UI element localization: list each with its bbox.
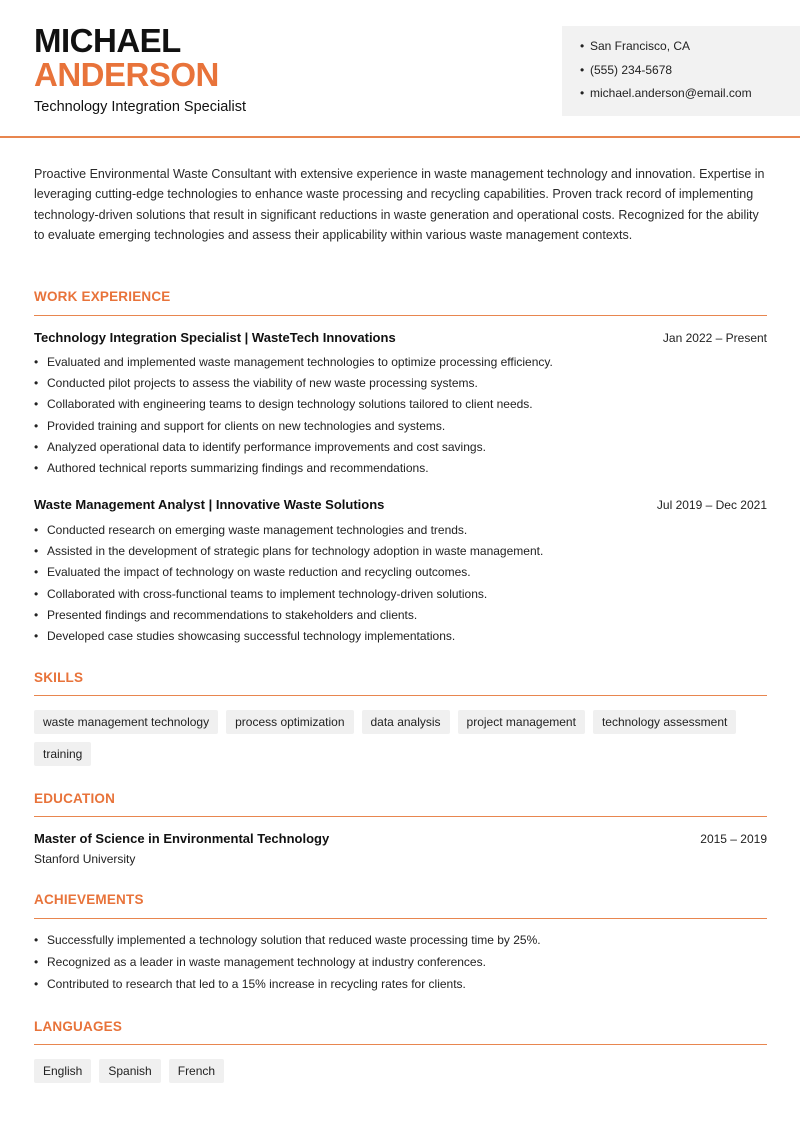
list-item-text: Developed case studies showcasing successful technology implementations. (47, 628, 456, 643)
list-item (34, 565, 767, 586)
bullet-icon: • (34, 565, 39, 580)
contact-location (580, 39, 800, 63)
list-item (34, 608, 767, 629)
job-2-bullets (34, 523, 767, 650)
job-entry-1-header (34, 330, 767, 345)
list-item (34, 461, 767, 482)
job-1-bullets (34, 355, 767, 482)
list-item (34, 523, 767, 544)
email-text: michael.anderson@email.com (590, 86, 752, 100)
language-tag: Spanish (99, 1059, 160, 1083)
list-item (34, 440, 767, 461)
list-item-text: Successfully implemented a technology solution that reduced waste processing time by 25%. (47, 933, 541, 947)
list-item-text: Conducted pilot projects to assess the viability of new waste processing systems. (47, 376, 478, 391)
bullet-icon: • (34, 397, 39, 412)
bullet-icon: • (34, 586, 39, 601)
bullet-icon: • (580, 39, 585, 53)
list-item-text: Analyzed operational data to identify performance improvements and cost savings. (47, 439, 486, 454)
bullet-icon: • (580, 86, 585, 100)
bullet-icon: • (34, 523, 39, 537)
first-name: MICHAEL (34, 22, 181, 59)
section-title-languages: LANGUAGES (34, 1019, 123, 1034)
list-item-text: Authored technical reports summarizing findings and recommendations. (47, 460, 429, 475)
section-divider (34, 1044, 767, 1045)
language-tag: English (34, 1059, 91, 1083)
section-divider (34, 816, 767, 817)
languages-list (34, 1059, 774, 1083)
section-divider (34, 695, 767, 696)
bullet-icon: • (34, 460, 39, 475)
list-item (34, 955, 767, 977)
list-item (34, 587, 767, 608)
list-item-text: Recognized as a leader in waste management technology at industry conferences. (47, 955, 486, 969)
list-item (34, 629, 767, 650)
bullet-icon: • (34, 544, 39, 559)
list-item-text: Provided training and support for clients on new technologies and systems. (47, 418, 446, 433)
section-title-education: EDUCATION (34, 791, 116, 806)
achievements-list (34, 933, 767, 999)
list-item (34, 977, 767, 999)
bullet-icon: • (580, 62, 585, 77)
job-title: Technology Integration Specialist (34, 99, 246, 115)
list-item (34, 376, 767, 397)
bullet-icon: • (34, 607, 39, 622)
job-dates-1: Jan 2022 – Present (662, 331, 767, 345)
language-tag: French (169, 1059, 224, 1083)
education-dates: 2015 – 2019 (700, 832, 767, 846)
bullet-icon: • (34, 418, 39, 433)
education-entry-header (34, 831, 767, 846)
bullet-icon: • (34, 933, 39, 947)
skill-tag: technology assessment (593, 710, 736, 734)
phone-text: (555) 234-5678 (590, 62, 673, 77)
bullet-icon: • (34, 977, 39, 991)
job-entry-2-header (34, 497, 767, 512)
section-title-work: WORK EXPERIENCE (34, 289, 171, 304)
list-item-text: Contributed to research that led to a 15% increase in recycling rates for clients. (47, 977, 466, 991)
bullet-icon: • (34, 376, 39, 391)
list-item (34, 397, 767, 418)
skill-tag: waste management technology (34, 710, 218, 734)
skill-tag: training (34, 742, 91, 766)
list-item-text: Conducted research on emerging waste management technologies and trends. (47, 523, 468, 537)
contact-phone (580, 63, 800, 87)
list-item (34, 933, 767, 955)
degree-title: Master of Science in Environmental Technology (34, 831, 330, 846)
resume-header (0, 0, 800, 138)
school-name: Stanford University (34, 852, 136, 866)
contact-email (580, 86, 800, 110)
list-item-text: Collaborated with engineering teams to design technology solutions tailored to client needs. (47, 397, 533, 412)
list-item-text: Assisted in the development of strategic plans for technology adoption in waste management. (47, 544, 544, 559)
job-title-2: Waste Management Analyst | Innovative Waste Solutions (34, 497, 385, 512)
skill-tag: project management (458, 710, 585, 734)
bullet-icon: • (34, 355, 39, 369)
job-title-1: Technology Integration Specialist | WasteTech Innovations (34, 330, 396, 345)
list-item-text: Collaborated with cross-functional teams to implement technology-driven solutions. (47, 586, 488, 601)
list-item-text: Evaluated the impact of technology on waste reduction and recycling outcomes. (47, 565, 471, 580)
list-item-text: Evaluated and implemented waste management technologies to optimize processing efficiency. (47, 355, 553, 369)
skill-tag: data analysis (362, 710, 450, 734)
last-name: ANDERSON (34, 56, 219, 93)
summary-paragraph: Proactive Environmental Waste Consultant with extensive experience in waste management technology and innovation. Expertise in leveraging cutting-edge technologies to enhance waste processing and recycling capabilities. Proven track record of implementing technology-driven solutions that result in significant reductions in waste generation and operational costs. Recognized for the ability to evaluate emerging technologies and assess their applicability within various waste management contexts. (34, 167, 765, 243)
section-divider (34, 315, 767, 316)
skill-tag: process optimization (226, 710, 353, 734)
list-item-text: Presented findings and recommendations to stakeholders and clients. (47, 607, 418, 622)
list-item (34, 544, 767, 565)
bullet-icon: • (34, 955, 39, 969)
section-title-achievements: ACHIEVEMENTS (34, 892, 144, 907)
section-divider (34, 918, 767, 919)
bullet-icon: • (34, 628, 39, 643)
job-dates-2: Jul 2019 – Dec 2021 (656, 498, 767, 512)
skills-list (34, 710, 774, 766)
location-text: San Francisco, CA (590, 39, 691, 53)
list-item (34, 355, 767, 376)
list-item (34, 419, 767, 440)
section-title-skills: SKILLS (34, 670, 84, 685)
bullet-icon: • (34, 439, 39, 454)
contact-box (562, 26, 800, 116)
